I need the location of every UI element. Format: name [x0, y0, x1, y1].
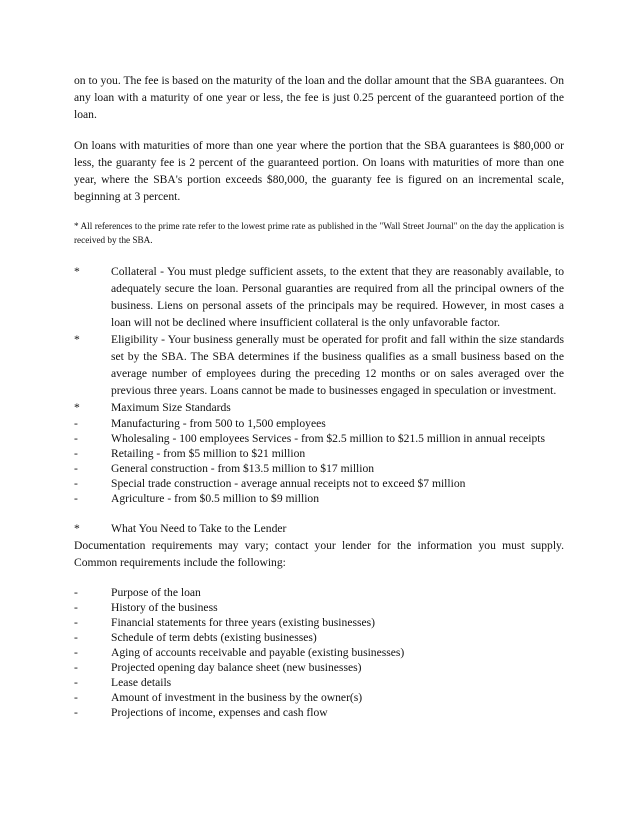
list-item [74, 615, 564, 630]
dash-marker: - [74, 586, 78, 599]
list-item-text: Retailing - from $5 million to $21 million [111, 447, 306, 460]
dash-marker: - [74, 477, 78, 490]
list-item-text: Schedule of term debts (existing businesses) [111, 631, 317, 644]
list-item-text: Purpose of the loan [111, 586, 201, 599]
list-item-text: Projections of income, expenses and cash flow [111, 706, 328, 719]
dash-marker: - [74, 631, 78, 644]
list-item [74, 446, 564, 461]
bullet-text: What You Need to Take to the Lender [111, 522, 287, 535]
dash-marker: - [74, 706, 78, 719]
dash-marker: - [74, 661, 78, 674]
bullet-marker: * [74, 401, 80, 414]
list-item [74, 585, 564, 600]
list-item [74, 675, 564, 690]
dash-marker: - [74, 447, 78, 460]
dash-marker: - [74, 432, 78, 445]
document-page [74, 72, 564, 734]
paragraph-documentation: Documentation requirements may vary; contact your lender for the information you must supply. Common requirements include the following: [74, 539, 564, 569]
list-item [74, 645, 564, 660]
size-standards-list [74, 416, 564, 506]
bullet-marker: * [74, 333, 80, 346]
bullet-collateral [74, 263, 564, 331]
list-item-text: Special trade construction - average annual receipts not to exceed $7 million [111, 477, 466, 490]
bullet-text: Eligibility - Your business generally must be operated for profit and fall within the size standards set by the SBA. The SBA determines if the business qualifies as a small business based on the average number of employees during the preceding 12 months or on sales averaged over the previous three years. Loans cannot be made to businesses engaged in speculation or investment. [111, 333, 564, 397]
bullet-marker: * [74, 522, 80, 535]
list-item-text: General construction - from $13.5 million to $17 million [111, 462, 375, 475]
requirements-list [74, 585, 564, 720]
list-item [74, 630, 564, 645]
list-item-text: Wholesaling - 100 employees Services - from $2.5 million to $21.5 million in annual receipts [111, 432, 546, 445]
bullet-marker: * [74, 265, 80, 278]
list-item [74, 476, 564, 491]
list-item [74, 461, 564, 476]
list-item-text: Amount of investment in the business by the owner(s) [111, 691, 363, 704]
dash-marker: - [74, 601, 78, 614]
list-item-text: Agriculture - from $0.5 million to $9 million [111, 492, 320, 505]
list-item [74, 690, 564, 705]
list-item [74, 491, 564, 506]
paragraph-guaranty-fee: on to you. The fee is based on the maturity of the loan and the dollar amount that the SBA guarantees. On any loan with a maturity of one year or less, the fee is just 0.25 percent of the guaranteed portion of the loan. [74, 74, 564, 121]
bullet-eligibility [74, 331, 564, 399]
dash-marker: - [74, 616, 78, 629]
dash-marker: - [74, 676, 78, 689]
dash-marker: - [74, 417, 78, 430]
dash-marker: - [74, 492, 78, 505]
list-item-text: Lease details [111, 676, 172, 689]
bullet-text: Maximum Size Standards [111, 401, 231, 414]
list-item [74, 660, 564, 675]
dash-marker: - [74, 646, 78, 659]
list-item [74, 431, 564, 446]
list-item [74, 416, 564, 431]
list-item-text: Projected opening day balance sheet (new businesses) [111, 661, 362, 674]
paragraph-fee-scale: On loans with maturities of more than one year where the portion that the SBA guarantees is $80,000 or less, the guaranty fee is 2 percent of the guaranteed portion. On loans with maturities of more than one year, where the SBA's portion exceeds $80,000, the guaranty fee is figured on an incremental scale, beginning at 3 percent. [74, 139, 564, 203]
dash-marker: - [74, 462, 78, 475]
bullet-max-size-standards [74, 399, 564, 416]
list-item [74, 600, 564, 615]
dash-marker: - [74, 691, 78, 704]
list-item-text: Financial statements for three years (existing businesses) [111, 616, 376, 629]
list-item-text: Aging of accounts receivable and payable (existing businesses) [111, 646, 405, 659]
bullet-text: Collateral - You must pledge sufficient assets, to the extent that they are reasonably available, to adequately secure the loan. Personal guaranties are required from all the principal owners of the business. Liens on personal assets of the principals may be required. However, in most cases a loan will not be declined where insufficient collateral is the only unfavorable factor. [111, 265, 564, 329]
list-item [74, 705, 564, 720]
bullet-lender-heading [74, 520, 564, 537]
list-item-text: History of the business [111, 601, 218, 614]
list-item-text: Manufacturing - from 500 to 1,500 employees [111, 417, 326, 430]
footnote-prime-rate: * All references to the prime rate refer to the lowest prime rate as published in the "Wall Street Journal" on the day the application is received by the SBA. [74, 221, 564, 245]
